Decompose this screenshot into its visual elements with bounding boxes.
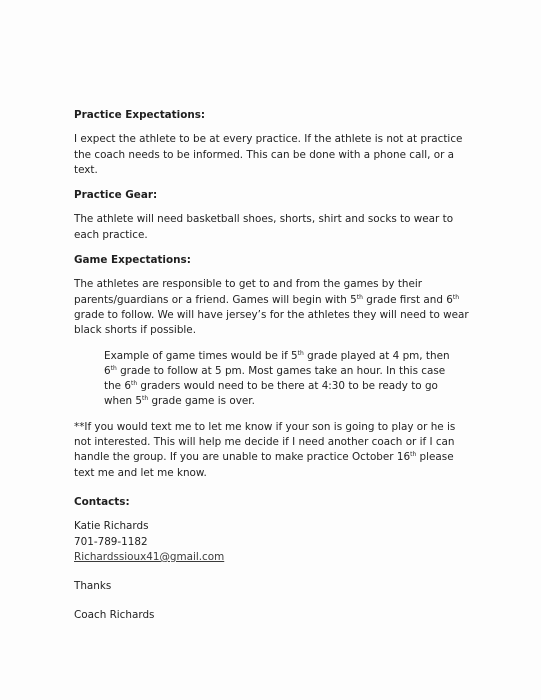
practice-expectations-text: I expect the athlete to be at every practice. If the athlete is not at practice the coach needs to be informed. This can be done with a phone call, or a text. [74, 133, 463, 176]
thanks-text: Thanks [74, 580, 112, 593]
contact-phone: 701-789-1182 [74, 535, 148, 548]
contacts-heading: Contacts: [74, 495, 130, 508]
contact-email-link[interactable]: Richardssioux41@gmail.com [74, 550, 225, 563]
practice-gear-text: The athlete will need basketball shoes, shorts, shirt and socks to wear to each practice. [74, 213, 454, 241]
game-expectations-heading: Game Expectations: [74, 254, 191, 267]
contact-name: Katie Richards [74, 520, 149, 533]
letter-body [74, 108, 474, 624]
signature: Coach Richards [74, 609, 155, 622]
practice-expectations-heading: Practice Expectations: [74, 109, 206, 121]
practice-gear-heading: Practice Gear: [74, 189, 158, 202]
game-times-example: Example of game times would be if 5th grade played at 4 pm, then 6th grade to follow at 5 pm. Most games take an hour. In this case the 6th graders would need to be there at 4:30 to be ready to go when 5th grade game is over. [104, 349, 450, 408]
text-request-note: **If you would text me to let me know if your son is going to play or he is not interested. This will help me decide if I need another coach or if I can handle the group. If you are unable to make practice October 16th please text me and let me know. [74, 420, 456, 479]
game-expectations-text: The athletes are responsible to get to and from the games by their parents/guardians or a friend. Games will begin with 5th grade first and 6th grade to follow. We will have jersey’s for the athletes they will need to wear black shorts if possible. [74, 278, 469, 337]
